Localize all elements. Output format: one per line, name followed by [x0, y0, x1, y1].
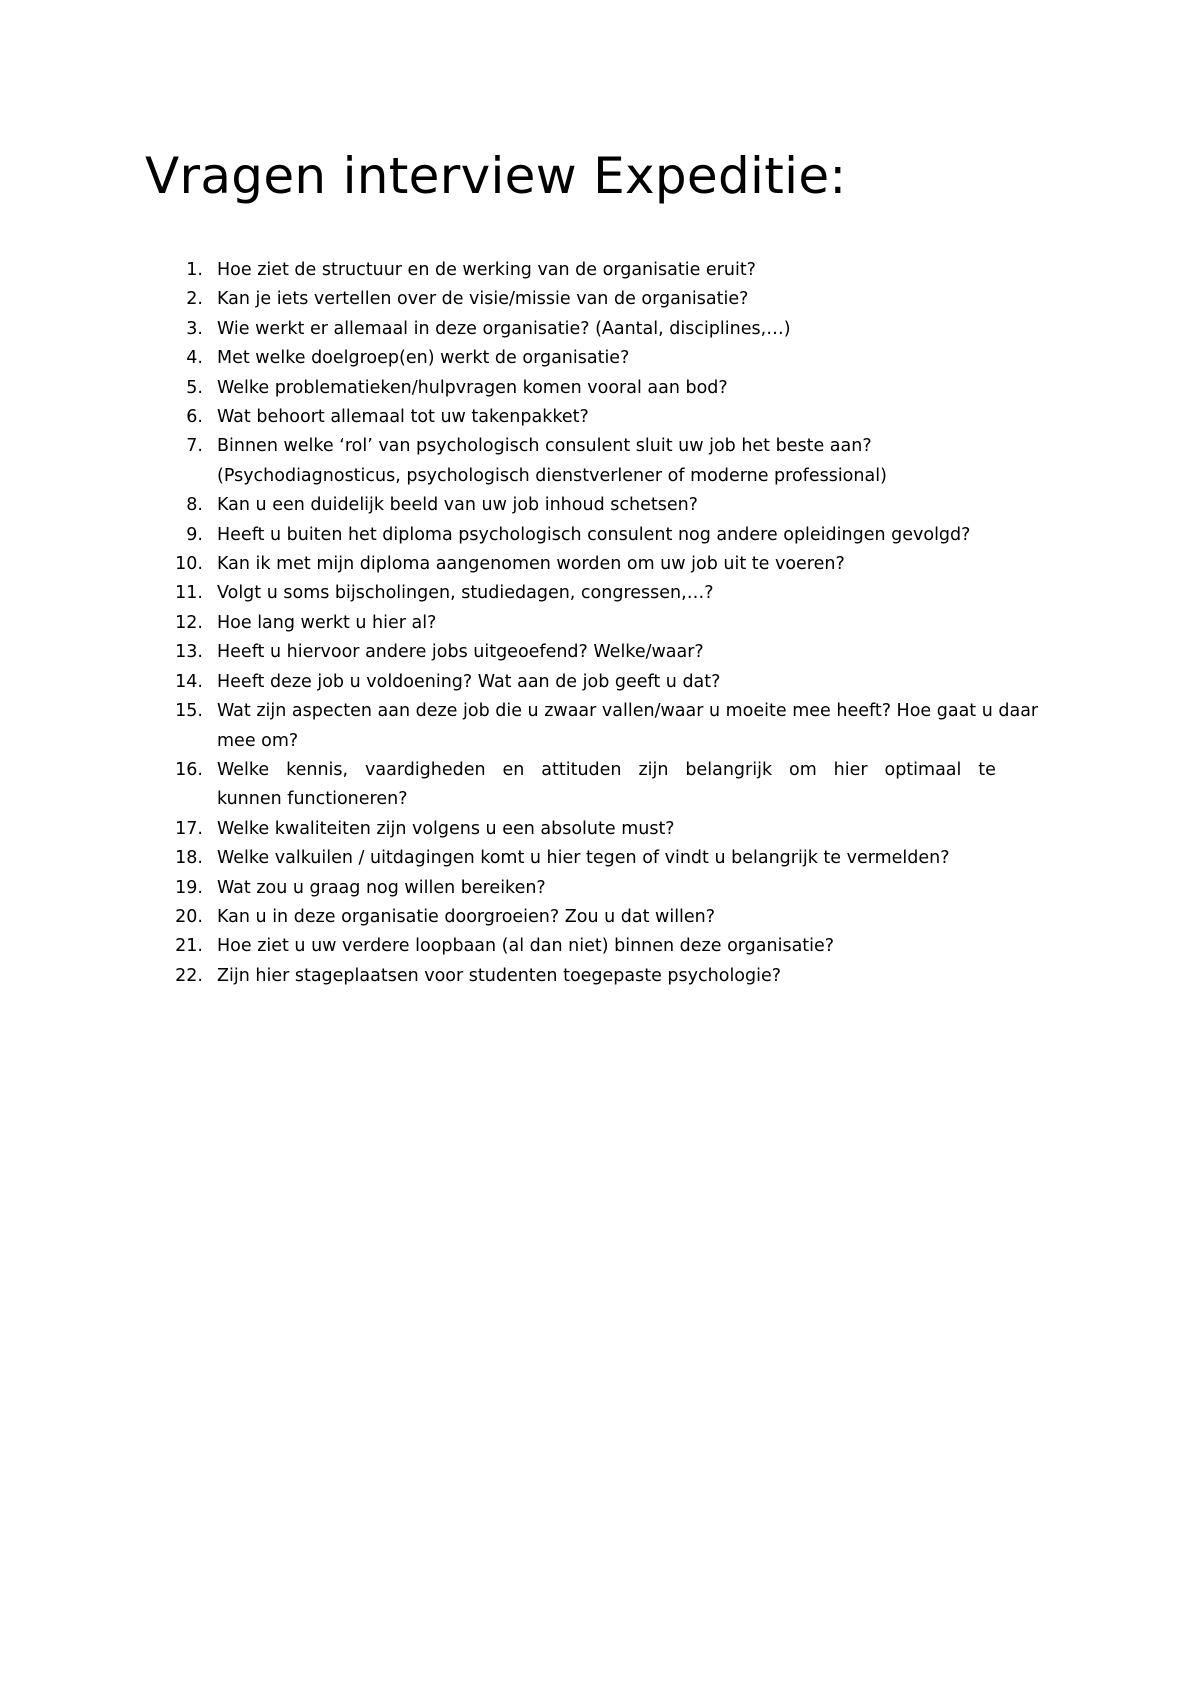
- question-text-line: Volgt u soms bijscholingen, studiedagen, congressen,…?: [217, 583, 714, 604]
- justified-word: belangrijk: [685, 759, 773, 780]
- question-text-line: Kan u in deze organisatie doorgroeien? Zou u dat willen?: [217, 906, 716, 927]
- question-item: [175, 756, 1057, 815]
- question-text: [217, 315, 1057, 344]
- question-text: [217, 844, 1057, 873]
- question-text-line: Binnen welke ‘rol’ van psychologisch consulent sluit uw job het beste aan?: [217, 436, 872, 457]
- question-text: [217, 962, 1057, 991]
- question-text-line: Zijn hier stageplaatsen voor studenten toegepaste psychologie?: [217, 965, 782, 986]
- question-text-line: Kan je iets vertellen over de visie/missie van de organisatie?: [217, 289, 749, 310]
- document-title: Vragen interview Expeditie:: [145, 147, 847, 205]
- justified-word: attituden: [541, 759, 622, 780]
- justified-word: om: [788, 759, 817, 780]
- question-text: [217, 932, 1057, 961]
- question-text: [217, 374, 1057, 403]
- question-text-line: Kan ik met mijn diploma aangenomen worden om uw job uit te voeren?: [217, 554, 845, 575]
- question-text: [217, 521, 1057, 550]
- question-number: 11.: [175, 583, 203, 604]
- question-item: [186, 374, 1057, 403]
- justified-word: kennis,: [286, 759, 349, 780]
- question-text: [217, 491, 1057, 520]
- question-number: 2.: [186, 289, 203, 310]
- question-text-line: [217, 756, 996, 785]
- question-number: 14.: [175, 671, 203, 692]
- question-text: [217, 668, 1057, 697]
- justified-word: te: [978, 759, 996, 780]
- question-text: [217, 344, 1057, 373]
- question-text-line: Heeft u buiten het diploma psychologisch consulent nog andere opleidingen gevolgd?: [217, 524, 971, 545]
- question-number: 3.: [186, 318, 203, 339]
- justified-word: en: [502, 759, 525, 780]
- question-text-line: Welke problematieken/hulpvragen komen vooral aan bod?: [217, 377, 728, 398]
- question-text-line: Met welke doelgroep(en) werkt de organisatie?: [217, 348, 630, 369]
- question-text: [217, 815, 1057, 844]
- question-number: 18.: [175, 848, 203, 869]
- question-item: [175, 903, 1057, 932]
- question-number: 8.: [186, 495, 203, 516]
- question-item: [175, 962, 1057, 991]
- question-text-line: Wie werkt er allemaal in deze organisatie? (Aantal, disciplines,…): [217, 318, 791, 339]
- justified-word: zijn: [638, 759, 669, 780]
- question-item: [175, 697, 1057, 756]
- question-text: [217, 756, 1057, 815]
- question-item: [186, 344, 1057, 373]
- question-text-line: Heeft u hiervoor andere jobs uitgeoefend? Welke/waar?: [217, 642, 704, 663]
- justified-word: vaardigheden: [365, 759, 486, 780]
- question-number: 19.: [175, 877, 203, 898]
- justified-word: optimaal: [884, 759, 962, 780]
- question-number: 20.: [175, 906, 203, 927]
- question-text: [217, 697, 1057, 756]
- question-text-line: Welke valkuilen / uitdagingen komt u hier tegen of vindt u belangrijk te vermelden?: [217, 848, 950, 869]
- question-number: 5.: [186, 377, 203, 398]
- question-text: [217, 256, 1057, 285]
- question-text-line: Welke kwaliteiten zijn volgens u een absolute must?: [217, 818, 675, 839]
- question-text-line: mee om?: [217, 730, 299, 751]
- question-item: [186, 491, 1057, 520]
- question-text: [217, 903, 1057, 932]
- question-text: [217, 874, 1057, 903]
- justified-word: Welke: [217, 759, 270, 780]
- question-item: [186, 256, 1057, 285]
- question-item: [175, 844, 1057, 873]
- question-item: [186, 521, 1057, 550]
- question-item: [175, 579, 1057, 608]
- question-number: 15.: [175, 701, 203, 722]
- question-text-line: (Psychodiagnosticus, psychologisch dienstverlener of moderne professional): [217, 465, 887, 486]
- question-item: [175, 874, 1057, 903]
- question-number: 6.: [186, 407, 203, 428]
- question-number: 16.: [175, 759, 203, 780]
- question-text: [217, 403, 1057, 432]
- question-item: [175, 668, 1057, 697]
- question-number: 12.: [175, 612, 203, 633]
- question-text-line: Kan u een duidelijk beeld van uw job inhoud schetsen?: [217, 495, 698, 516]
- question-text-line: kunnen functioneren?: [217, 789, 408, 810]
- question-text-line: Wat zijn aspecten aan deze job die u zwaar vallen/waar u moeite mee heeft? Hoe gaat u daar: [217, 701, 1039, 722]
- question-item: [175, 932, 1057, 961]
- question-text-line: Wat behoort allemaal tot uw takenpakket?: [217, 407, 589, 428]
- question-item: [175, 815, 1057, 844]
- question-number: 21.: [175, 936, 203, 957]
- question-text-line: Hoe ziet de structuur en de werking van de organisatie eruit?: [217, 260, 756, 280]
- question-text: [217, 285, 1057, 314]
- question-number: 22.: [175, 965, 203, 986]
- question-text-line: Wat zou u graag nog willen bereiken?: [217, 877, 546, 898]
- question-number: 7.: [186, 436, 203, 457]
- question-list: [175, 256, 1057, 991]
- question-number: 17.: [175, 818, 203, 839]
- question-number: 1.: [186, 260, 203, 280]
- question-text: [217, 432, 1057, 491]
- question-item: [186, 315, 1057, 344]
- question-item: [186, 403, 1057, 432]
- question-text-line: Hoe lang werkt u hier al?: [217, 612, 437, 633]
- question-item: [175, 550, 1057, 579]
- question-text: [217, 550, 1057, 579]
- question-item: [186, 432, 1057, 491]
- justified-word: hier: [833, 759, 868, 780]
- question-text: [217, 638, 1057, 667]
- question-text: [217, 609, 1057, 638]
- question-number: 9.: [186, 524, 203, 545]
- question-item: [175, 609, 1057, 638]
- question-text-line: Hoe ziet u uw verdere loopbaan (al dan niet) binnen deze organisatie?: [217, 936, 835, 957]
- question-item: [186, 285, 1057, 314]
- question-item: [175, 638, 1057, 667]
- question-number: 13.: [175, 642, 203, 663]
- question-text: [217, 579, 1057, 608]
- question-number: 10.: [175, 554, 203, 575]
- question-text-line: Heeft deze job u voldoening? Wat aan de job geeft u dat?: [217, 671, 721, 692]
- question-number: 4.: [186, 348, 203, 369]
